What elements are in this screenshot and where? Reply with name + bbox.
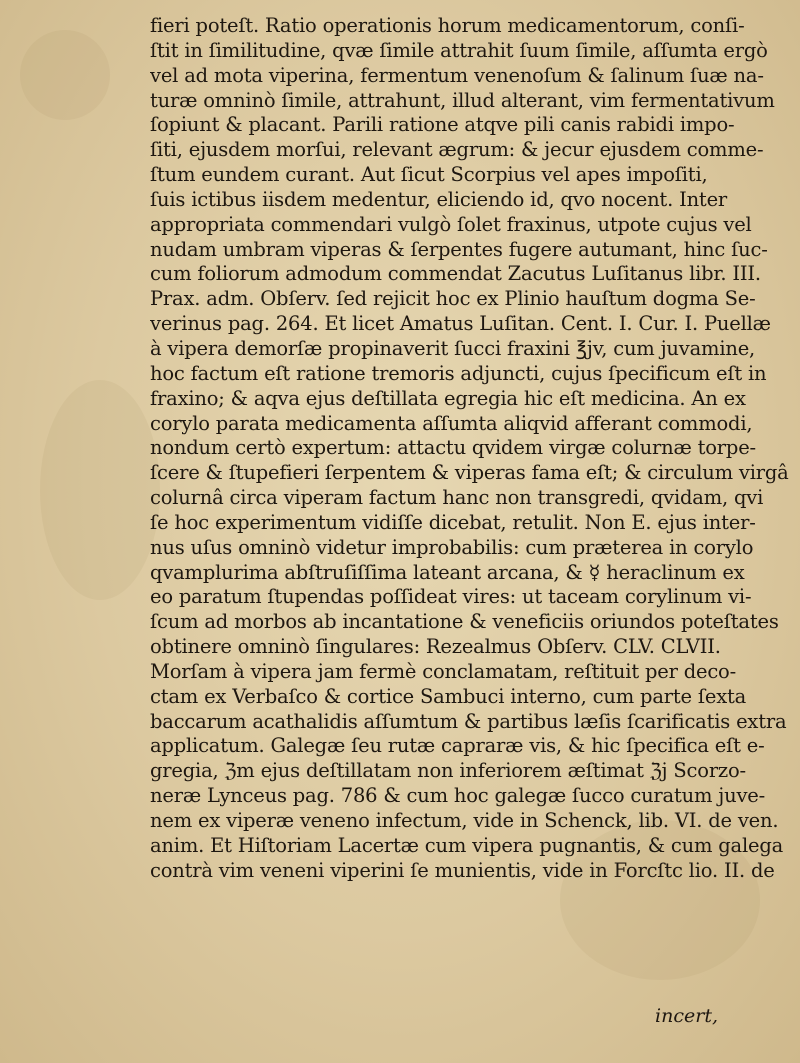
- text-line: hoc factum eſt ratione tremoris adjuncti, cujus ſpecificum eſt in: [150, 361, 767, 385]
- text-line: obtinere omninò ſingulares: Rezealmus Obſerv. CLV. CLVII.: [150, 635, 721, 659]
- text-line: applicatum. Galegæ ſeu rutæ capraræ vis, & hic ſpecifica eſt e-: [150, 734, 765, 758]
- text-line: fraxino; & aqva ejus deſtillata egregia hic eſt medicina. An ex: [150, 386, 746, 410]
- paper-stain: [20, 30, 110, 120]
- text-line: nus uſus omninò videtur improbabilis: cum præterea in corylo: [150, 535, 754, 559]
- text-line: ſe hoc experimentum vidiſſe dicebat, retulit. Non E. ejus inter-: [150, 510, 756, 534]
- text-line: neræ Lynceus pag. 786 & cum hoc galegæ ſucco curatum juve-: [150, 784, 766, 808]
- text-line: nudam umbram viperas & ſerpentes fugere autumant, hinc ſuc-: [150, 237, 768, 261]
- text-line: vel ad mota viperina, fermentum venenoſum & ſalinum ſuæ na-: [150, 63, 764, 87]
- text-line: ſiti, ejusdem morſui, relevant ægrum: & jecur ejusdem comme-: [150, 138, 764, 162]
- text-line: baccarum acathalidis aſſumtum & partibus læſis ſcarificatis extra: [150, 709, 787, 733]
- text-line: fieri poteſt. Ratio operationis horum medicamentorum, conſi-: [150, 14, 745, 37]
- text-line: Morſam à vipera jam fermè conclamatam, reſtituit per deco-: [150, 659, 736, 683]
- text-line: ſcere & ſtupefieri ſerpentem & viperas fama eſt; & circulum virgâ: [150, 461, 789, 485]
- text-line: à vipera demorſæ propinaverit ſucci fraxini ℥jv, cum juvamine,: [150, 336, 756, 360]
- text-line: corylo parata medicamenta aſſumta aliqvid afferant commodi,: [150, 411, 753, 435]
- text-line: eo paratum ſtupendas poſſideat vires: ut taceam corylinum vi-: [150, 585, 752, 609]
- text-line: ſtit in ſimilitudine, qvæ ſimile attrahit ſuum ſimile, aſſumta ergò: [150, 38, 768, 62]
- text-line: gregia, ℨm ejus deſtillatam non inferiorem æſtimat ℨj Scorzo-: [150, 759, 746, 783]
- text-line: ſcum ad morbos ab incantatione & veneficiis oriundos poteſtates: [150, 610, 779, 634]
- text-line: contrà vim veneni viperini ſe munientis, vide in Forcſtc lio. II. de: [150, 858, 775, 882]
- text-line: anim. Et Hiſtoriam Lacertæ cum vipera pugnantis, & cum galega: [150, 833, 784, 857]
- paper-stain: [40, 380, 160, 600]
- text-line: ſopiunt & placant. Parili ratione atqve pili canis rabidi impo-: [150, 113, 735, 137]
- text-line: colurnâ circa viperam factum hanc non transgredi, qvidam, qvi: [150, 486, 764, 510]
- text-line: ctam ex Verbaſco & cortice Sambuci interno, cum parte ſexta: [150, 684, 747, 708]
- text-line: Prax. adm. Obſerv. ſed rejicit hoc ex Plinio hauſtum dogma Se-: [150, 287, 756, 311]
- text-line: ſuis ictibus iisdem medentur, eliciendo id, qvo nocent. Inter: [150, 187, 728, 211]
- page-body-text: [150, 14, 790, 884]
- text-line: nem ex viperæ veneno infectum, vide in Schenck, lib. VI. de ven.: [150, 809, 779, 832]
- text-line: qvamplurima abſtruſiſſima lateant arcana, & ☿ heraclinum ex: [150, 560, 745, 584]
- text-line: nondum certò expertum: attactu qvidem virgæ colurnæ torpe-: [150, 436, 756, 460]
- text-line: verinus pag. 264. Et licet Amatus Luſitan. Cent. I. Cur. I. Puellæ: [150, 312, 771, 336]
- text-line: appropriata commendari vulgò ſolet fraxinus, utpote cujus vel: [150, 212, 752, 236]
- text-line: ſtum eundem curant. Aut ſicut Scorpius vel apes impoſiti,: [150, 163, 708, 187]
- text-line: cum foliorum admodum commendat Zacutus Luſitanus libr. III.: [150, 262, 761, 286]
- catchword: incert,: [655, 1005, 718, 1027]
- text-line: turæ omninò ſimile, attrahunt, illud alterant, vim fermentativum: [150, 88, 775, 112]
